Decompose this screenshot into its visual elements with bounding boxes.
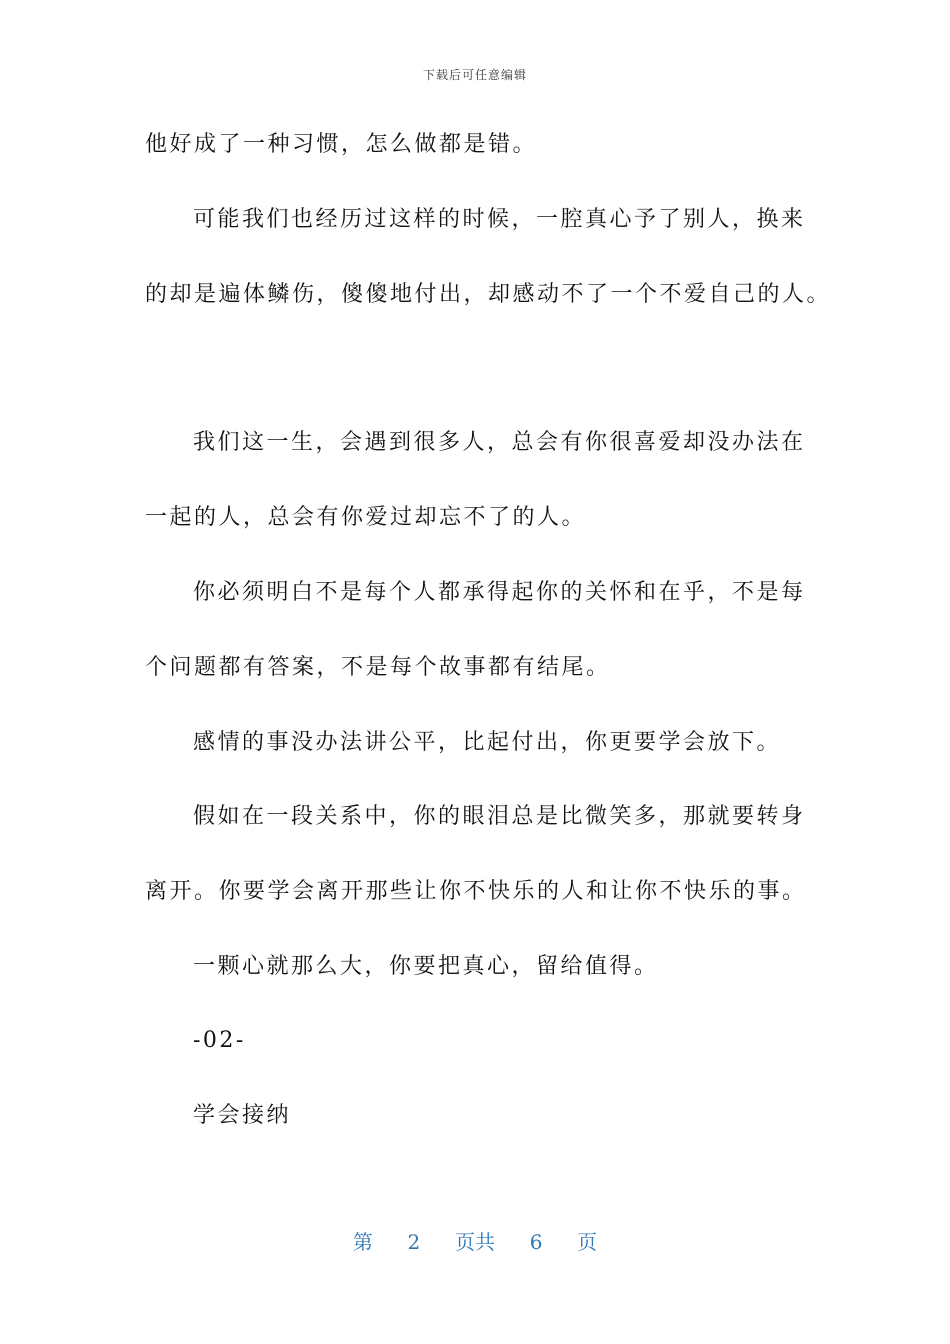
section-heading: 学会接纳 xyxy=(193,1103,292,1128)
footer-middle: 页共 xyxy=(455,1230,495,1254)
paragraph-line: 个问题都有答案，不是每个故事都有结尾。 xyxy=(145,655,611,680)
paragraph-line: 离开。你要学会离开那些让你不快乐的人和让你不快乐的事。 xyxy=(145,879,807,904)
paragraph-line: 一起的人，总会有你爱过却忘不了的人。 xyxy=(145,505,587,530)
footer-prefix: 第 xyxy=(352,1230,373,1254)
paragraph-line: 我们这一生，会遇到很多人，总会有你很喜爱却没办法在 xyxy=(193,430,806,455)
paragraph-line: 他好成了一种习惯，怎么做都是错。 xyxy=(145,132,538,157)
footer-suffix: 页 xyxy=(577,1230,598,1254)
paragraph-line: 你必须明白不是每个人都承得起你的关怀和在乎，不是每 xyxy=(193,580,806,605)
footer-total-pages: 6 xyxy=(529,1230,543,1254)
paragraph-line: 感情的事没办法讲公平，比起付出，你更要学会放下。 xyxy=(193,730,782,755)
paragraph-line: 的却是遍体鳞伤，傻傻地付出，却感动不了一个不爱自己的人。 xyxy=(145,282,832,307)
paragraph-line: 一颗心就那么大，你要把真心，留给值得。 xyxy=(193,954,659,979)
paragraph-line: 可能我们也经历过这样的时候，一腔真心予了别人，换来 xyxy=(193,207,806,232)
paragraph-line: 假如在一段关系中，你的眼泪总是比微笑多，那就要转身 xyxy=(193,804,806,829)
footer-current-page: 2 xyxy=(407,1230,421,1254)
section-number: -02- xyxy=(193,1028,246,1053)
page-footer xyxy=(0,1226,950,1255)
page-header: 下载后可任意编辑 xyxy=(422,68,527,82)
